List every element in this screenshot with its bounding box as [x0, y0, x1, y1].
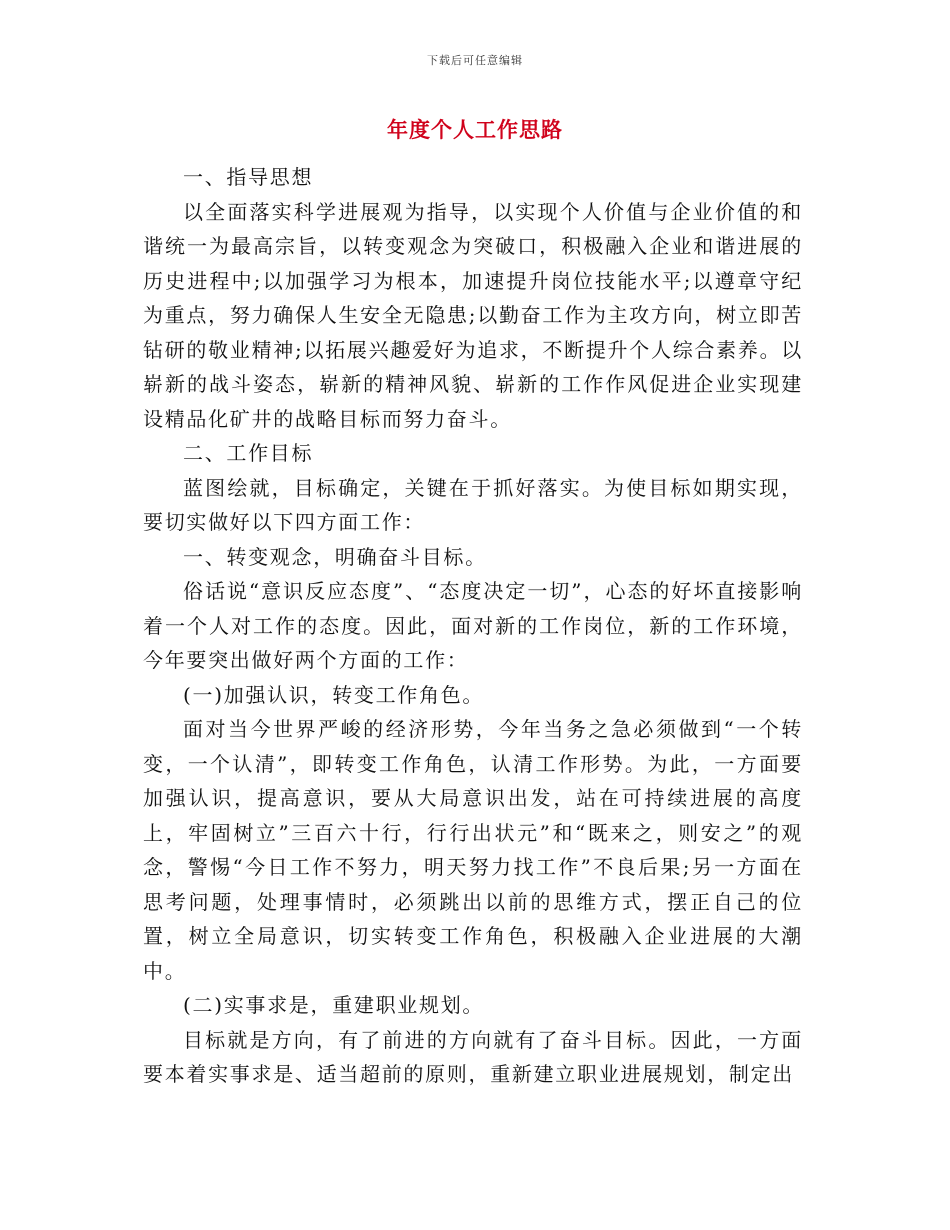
subheading-change-mindset: 一、转变观念，明确奋斗目标。: [183, 544, 487, 569]
subheading-strengthen-awareness: (一)加强认识，转变工作角色。: [183, 682, 485, 707]
paragraph-work-goals: 蓝图绘就，目标确定，关键在于抓好落实。为使目标如期实现，要切实做好以下四方面工作：: [143, 475, 803, 534]
heading-work-goals: 二、工作目标: [183, 441, 314, 465]
paragraph-strengthen-awareness: 面对当今世界严峻的经济形势，今年当务之急必须做到“一个转变，一个认清”，即转变工作角色，认清工作形势。为此，一方面要加强认识，提高意识，要从大局意识出发，站在可持续进展的高度上，牢固树立”三百六十行，行行出状元”和“既来之，则安之”的观念，警惕“今日工作不努力，明天努力找工作”不良后果;另一方面在思考问题，处理事情时，必须跳出以前的思维方式，摆正自己的位置，树立全局意识，切实转变工作角色，积极融入企业进展的大潮中。: [143, 717, 803, 983]
paragraph-career-plan: 目标就是方向，有了前进的方向就有了奋斗目标。因此，一方面要本着实事求是、适当超前的原则，重新建立职业进展规划，制定出: [143, 1027, 803, 1086]
header-note: 下载后可任意编辑: [427, 54, 523, 67]
document-title: 年度个人工作思路: [387, 118, 563, 142]
heading-guiding-thought: 一、指导思想: [183, 165, 314, 189]
subheading-career-plan: (二)实事求是，重建职业规划。: [183, 993, 485, 1017]
paragraph-guiding-thought: 以全面落实科学进展观为指导，以实现个人价值与企业价值的和谐统一为最高宗旨，以转变观念为突破口，积极融入企业和谐进展的历史进程中;以加强学习为根本，加速提升岗位技能水平;以遵章守纪为重点，努力确保人生安全无隐患;以勤奋工作为主攻方向，树立即苦钻研的敬业精神;以拓展兴趣爱好为追求，不断提升个人综合素养。以崭新的战斗姿态，崭新的精神风貌、崭新的工作作风促进企业实现建设精品化矿井的战略目标而努力奋斗。: [143, 199, 803, 431]
document-body: [143, 160, 803, 1092]
paragraph-change-mindset: 俗话说“意识反应态度”、“态度决定一切”，心态的好坏直接影响着一个人对工作的态度。因此，面对新的工作岗位，新的工作环境，今年要突出做好两个方面的工作：: [143, 579, 803, 672]
